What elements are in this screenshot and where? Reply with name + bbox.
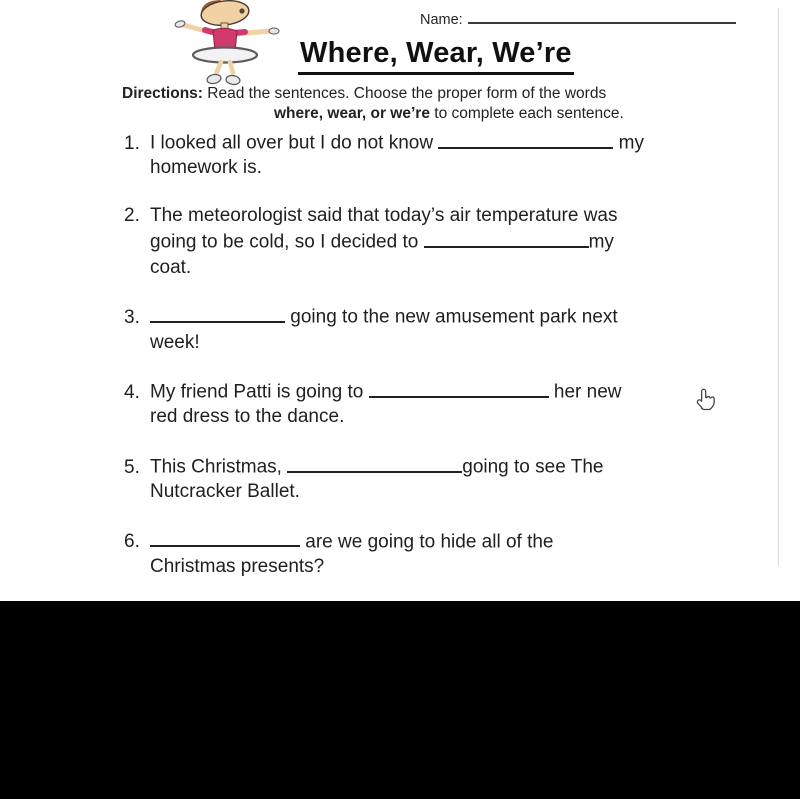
sentence-text: week! [150, 331, 200, 353]
sentence-line [124, 528, 774, 555]
sentence-text: my [613, 132, 644, 154]
name-fill-line[interactable] [468, 9, 736, 24]
item-number: 5. [124, 456, 140, 478]
sentence-text: are we going to hide all of the [300, 531, 554, 553]
letterbox-bottom [0, 601, 800, 799]
sentence-text: going to the new amusement park next [285, 306, 618, 328]
name-row [420, 9, 736, 28]
ballerina-clipart-image [163, 0, 291, 88]
sentence-text: my [588, 232, 614, 254]
directions-line2-text: to complete each sentence. [429, 105, 624, 122]
sentence-text: The meteorologist said that today’s air temperature was [150, 204, 618, 226]
sentence-line [124, 555, 774, 580]
worksheet-item [124, 378, 774, 430]
page-edge-line [778, 8, 779, 566]
answer-blank[interactable] [150, 528, 300, 548]
answer-blank[interactable] [150, 303, 285, 323]
worksheet-item [124, 129, 774, 181]
worksheet-item [124, 453, 774, 505]
sentence-text: My friend Patti is going to [150, 381, 369, 403]
directions-line-2 [274, 104, 624, 124]
directions-line1-text: Read the sentences. Choose the proper form of the words [202, 85, 607, 102]
item-number: 3. [124, 306, 140, 328]
item-number: 1. [124, 132, 140, 154]
sentence-text: This Christmas, [150, 456, 288, 478]
item-number: 2. [124, 204, 140, 226]
directions-line-1 [122, 84, 624, 104]
sentence-text: her new [548, 381, 622, 403]
worksheet-items [124, 129, 774, 603]
sentence-line [124, 256, 774, 281]
sentence-text: Nutcracker Ballet. [150, 481, 300, 503]
directions-keywords: where, wear, or we’re [274, 105, 430, 122]
sentence-line [124, 453, 774, 480]
answer-blank[interactable] [287, 453, 462, 473]
directions-lead: Directions: [122, 85, 203, 102]
worksheet-item [124, 204, 774, 280]
sentence-line [124, 480, 774, 505]
sentence-line [124, 129, 774, 156]
sentence-text: homework is. [150, 157, 262, 179]
sentence-text: going to be cold, so I decided to [150, 232, 424, 254]
directions [122, 84, 624, 124]
answer-blank[interactable] [369, 378, 549, 398]
sentence-line [124, 378, 774, 405]
worksheet-item [124, 303, 774, 355]
worksheet-title: Where, Wear, We’re [298, 37, 574, 75]
answer-blank[interactable] [438, 129, 613, 149]
sentence-line [124, 303, 774, 330]
worksheet-item [124, 528, 774, 580]
hand-pointer-cursor [693, 385, 716, 412]
sentence-text: coat. [150, 256, 192, 278]
sentence-text: red dress to the dance. [150, 406, 345, 428]
name-label: Name: [420, 12, 463, 28]
sentence-text: Christmas presents? [150, 556, 325, 578]
sentence-text: going to see The [462, 456, 604, 478]
item-number: 4. [124, 381, 140, 403]
answer-blank[interactable] [424, 228, 589, 248]
item-number: 6. [124, 531, 140, 553]
sentence-line [124, 331, 774, 356]
sentence-line [124, 405, 774, 430]
sentence-text: I looked all over but I do not know [150, 132, 439, 154]
sentence-line [124, 156, 774, 181]
sentence-line [124, 228, 774, 255]
sentence-line [124, 204, 774, 229]
